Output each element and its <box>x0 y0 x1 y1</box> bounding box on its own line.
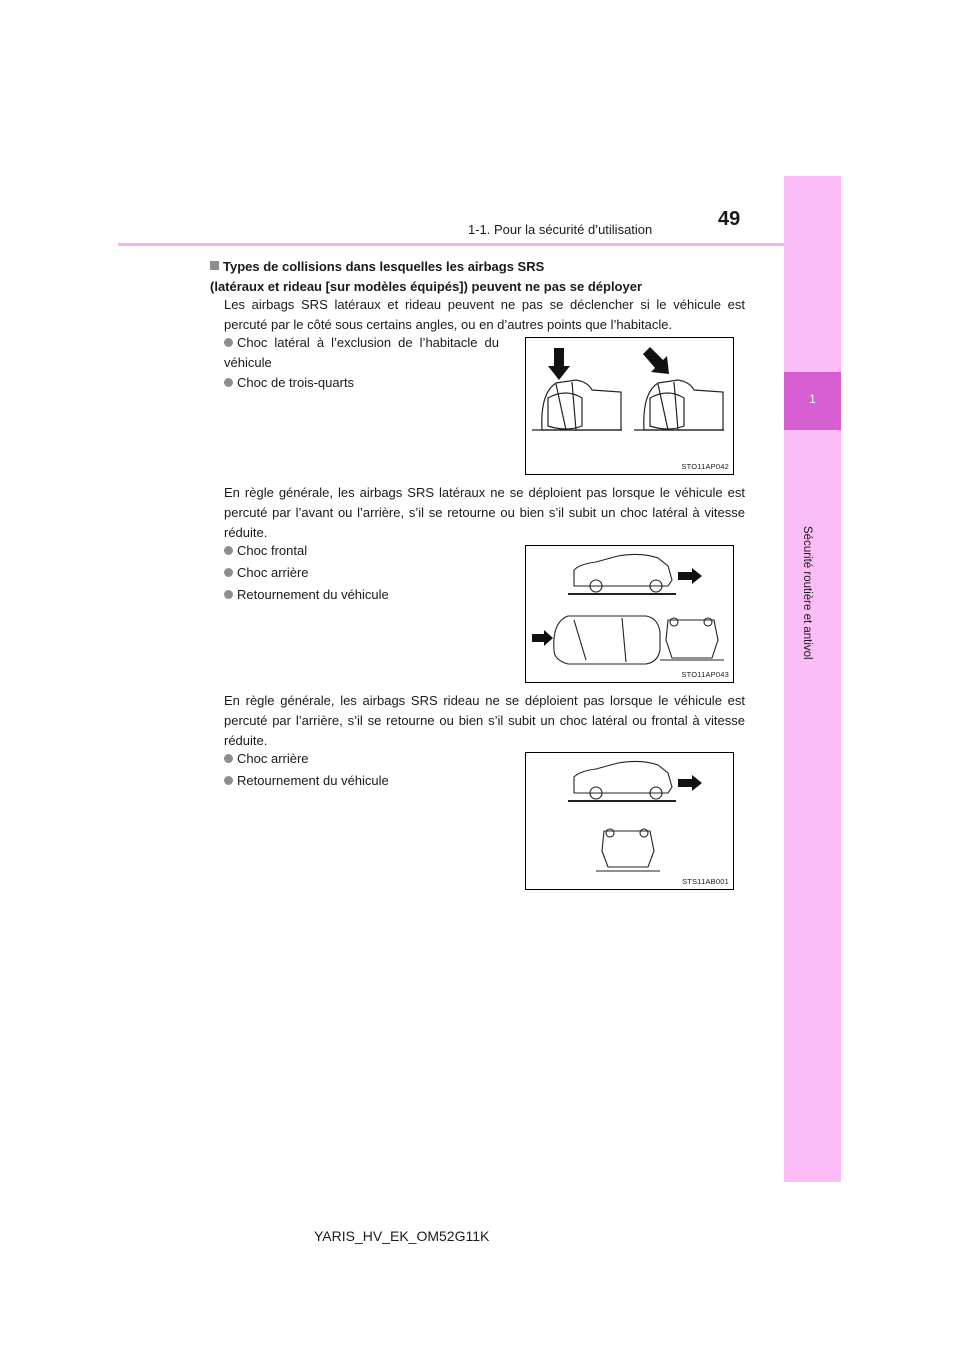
bullet-icon <box>224 754 233 763</box>
bullet-icon <box>224 546 233 555</box>
car-top-view-illustration <box>526 338 733 474</box>
intro-paragraph: Les airbags SRS latéraux et rideau peuvent ne pas se déclencher si le véhicule est percuté par le côté sous certains angles, ou en d’autres points que l’habitacle. <box>224 297 745 332</box>
side-tab-chapter-label: Sécurité routière et antivol <box>801 526 813 660</box>
figure-rear-rollover <box>525 752 734 890</box>
section-heading <box>210 257 750 297</box>
figure-front-rear-rollover <box>525 545 734 683</box>
bullet-icon <box>224 590 233 599</box>
heading-line-2: (latéraux et rideau [sur modèles équipés]) peuvent ne pas se déployer <box>210 279 643 294</box>
heading-square-icon <box>210 261 219 270</box>
figure-side-impact <box>525 337 734 475</box>
list-item: Choc arrière <box>224 563 309 583</box>
bullet-icon <box>224 568 233 577</box>
list-item: Retournement du véhicule <box>224 585 389 605</box>
footer-document-code: YARIS_HV_EK_OM52G11K <box>314 1228 490 1244</box>
list-item: Choc arrière <box>224 749 309 769</box>
bullet-icon <box>224 378 233 387</box>
list-item: Choc de trois-quarts <box>224 373 354 393</box>
car-side-and-rollover-illustration <box>526 546 733 682</box>
car-rear-and-rollover-illustration <box>526 753 733 889</box>
figure-code: STS11AB001 <box>682 877 729 886</box>
bullet-icon <box>224 776 233 785</box>
list-item: Choc frontal <box>224 541 307 561</box>
bullet-icon <box>224 338 233 347</box>
paragraph-side-airbags: En règle générale, les airbags SRS latéraux ne se déploient pas lorsque le véhicule est percuté par l’avant ou l’arrière, s’il se retourne ou bien s’il subit un choc latéral à vitesse réduite. <box>224 485 745 540</box>
side-tab <box>784 176 841 1182</box>
list-item: Retournement du véhicule <box>224 771 389 791</box>
heading-line-1: Types de collisions dans lesquelles les airbags SRS <box>223 259 545 274</box>
figure-code: STO11AP043 <box>681 670 729 679</box>
side-tab-chapter-number: 1 <box>809 392 816 406</box>
section-title: 1-1. Pour la sécurité d’utilisation <box>468 222 653 237</box>
list-item: Choc latéral à l’exclusion de l’habitacle du véhicule <box>224 335 499 370</box>
paragraph-curtain-airbags: En règle générale, les airbags SRS rideau ne se déploient pas lorsque le véhicule est percuté par l’arrière, s’il se retourne ou bien s’il subit un choc latéral ou frontal à vitesse réduite. <box>224 693 745 748</box>
page-number: 49 <box>718 208 741 230</box>
header-rule <box>118 243 784 246</box>
figure-code: STO11AP042 <box>681 462 729 471</box>
